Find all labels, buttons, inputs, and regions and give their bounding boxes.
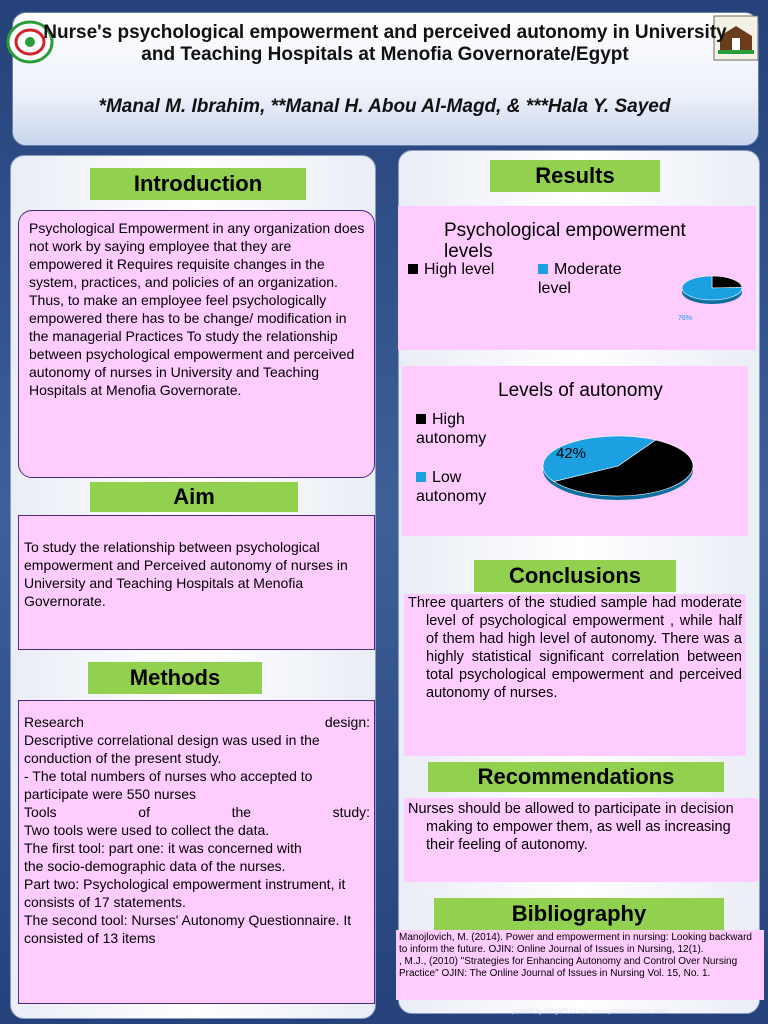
legend-swatch xyxy=(416,472,426,482)
recommendations-heading: Recommendations xyxy=(428,762,724,792)
poster-title: Nurse's psychological empowerment and perceived autonomy in University and Teaching Hospitals at Menofia Governorate/Egypt xyxy=(43,22,727,65)
legend-item-high-level xyxy=(408,260,494,279)
methods-box xyxy=(18,700,375,1004)
methods-line: Research design: xyxy=(24,714,370,730)
methods-line: - The total numbers of nurses who accepted to participate were 550 nurses xyxy=(24,768,313,802)
introduction-text: Psychological Empowerment in any organization does not work by saying employee that they are empowered it Requires requisite changes in the system, practices, and policies of an organization. Thus, to make an employee feel psychologically empowered there has to be change/ modification in the managerial Practices To study the relationship between psychological empowerment and perceived autonomy of nurses in University and Teaching Hospitals at Menofia Governorate. xyxy=(18,210,375,478)
poster-authors: *Manal M. Ibrahim, **Manal H. Abou Al-Magd, & ***Hala Y. Sayed xyxy=(98,96,671,117)
empowerment-chart-panel xyxy=(398,206,756,350)
methods-line: Tools of the study: xyxy=(24,804,370,820)
bibliography-list xyxy=(396,930,764,1000)
bibliography-heading: Bibliography xyxy=(434,898,724,930)
legend-label: Low autonomy xyxy=(416,469,487,505)
legend-label: High level xyxy=(424,261,495,278)
conclusions-text: Three quarters of the studied sample had moderate level of psychological empowerment , while half of them had high level of autonomy. There was a highly statistical significant correlation between total psychological empowerment and perceived autonomy of nurses. xyxy=(404,594,746,756)
pie-data-label: 42% xyxy=(556,445,587,462)
legend-item-low-autonomy xyxy=(416,468,516,506)
methods-line: the socio-demographic data of the nurses. xyxy=(24,858,286,874)
recommendations-text: Nurses should be allowed to participate in decision making to empower them, as well as increasing their feeling of autonomy. xyxy=(404,798,758,882)
empowerment-chart-title: Psychological empowerment levels xyxy=(444,220,686,262)
legend-label: Moderate level xyxy=(538,261,622,297)
conclusions-heading: Conclusions xyxy=(474,560,676,592)
pie-data-label: 76% xyxy=(678,315,693,322)
legend-swatch xyxy=(408,264,418,274)
legend-item-high-autonomy xyxy=(416,410,516,448)
autonomy-chart-title: Levels of autonomy xyxy=(498,380,663,401)
legend-label: High autonomy xyxy=(416,411,487,447)
methods-line: The first tool: part one: it was concerned with xyxy=(24,840,302,856)
aim-heading: Aim xyxy=(90,482,298,512)
legend-swatch xyxy=(538,264,548,274)
legend-swatch xyxy=(416,414,426,424)
methods-line: Part two: Psychological empowerment instrument, it consists of 17 statements. xyxy=(24,876,346,910)
results-heading: Results xyxy=(490,160,660,192)
methods-line: Two tools were used to collect the data. xyxy=(24,822,270,838)
empowerment-pie-chart xyxy=(666,262,756,328)
autonomy-chart-panel xyxy=(402,366,748,536)
autonomy-pie-chart xyxy=(538,432,698,510)
aim-text: To study the relationship between psychological empowerment and Perceived autonomy of nurses in University and Teaching Hospitals at Menofia Governorate. xyxy=(18,515,375,650)
bibliography-item: , M.J., (2010) "Strategies for Enhancing Autonomy and Control Over Nursing Practice" OJIN: The Online Journal of Issues in Nursing Vol. 15, No. 1. xyxy=(399,956,738,979)
methods-line: Descriptive correlational design was used in the conduction of the present study. xyxy=(24,732,320,766)
printer-credit: printed by MegaPrint Inc. www.postersession.com xyxy=(512,1008,667,1015)
methods-line: The second tool: Nurses' Autonomy Questionnaire. It consisted of 13 items xyxy=(24,912,352,946)
bibliography-item: Manojlovich, M. (2014). Power and empowerment in nursing: Looking backward to inform the future. OJIN: Online Journal of Issues in Nursing, 12(1). xyxy=(399,932,752,955)
introduction-heading: Introduction xyxy=(90,168,306,200)
legend-item-moderate-level xyxy=(538,260,658,298)
methods-heading: Methods xyxy=(88,662,262,694)
